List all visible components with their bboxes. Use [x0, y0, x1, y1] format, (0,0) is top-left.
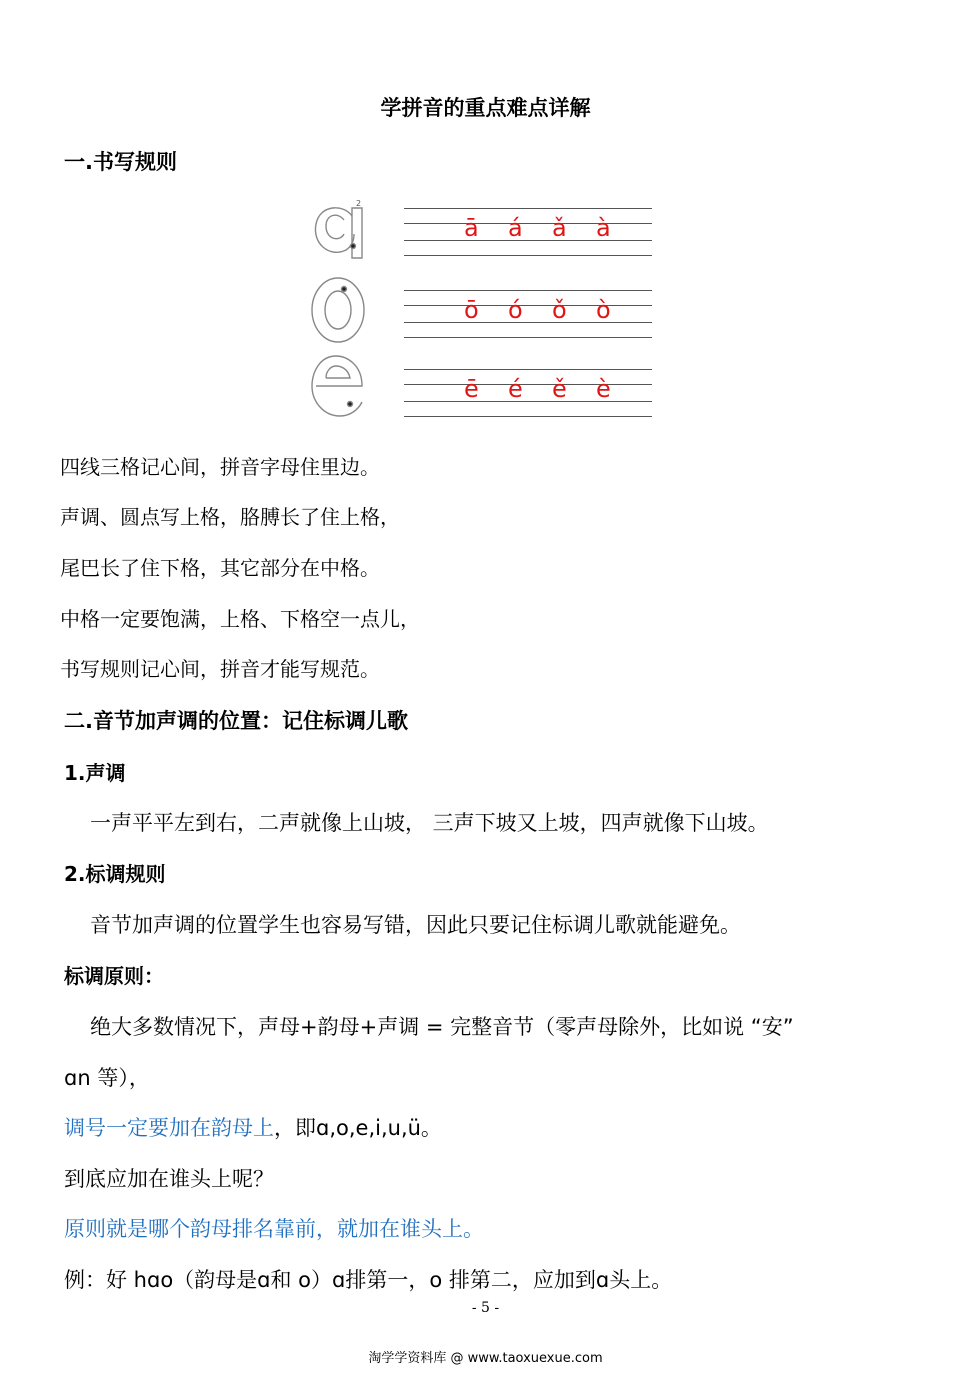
rule-vowels: ，即ɑ,o,e,i,u,ü。 — [274, 1116, 442, 1140]
rule-line-3 — [64, 1112, 442, 1142]
poem-line-1: 四线三格记心间，拼音字母住里边。 — [60, 455, 380, 479]
rule-line-1: 绝大多数情况下，声母+韵母+声调 = 完整音节（零声母除外，比如说 “安” — [90, 1015, 794, 1039]
section2-heading: 二.音节加声调的位置：记住标调儿歌 — [64, 709, 408, 733]
tone-o-4: ò — [596, 296, 611, 324]
tone-e-1: ē — [464, 375, 479, 403]
rule-heading: 标调原则： — [64, 964, 164, 988]
letter-e-outline-icon — [312, 356, 362, 416]
poem-line-2: 声调、圆点写上格，胳膊长了住上格， — [60, 505, 400, 529]
tone-o-2: ó — [508, 296, 523, 324]
rule-line-2: ɑn 等）， — [64, 1066, 150, 1090]
tone-grid-a — [404, 208, 652, 256]
page-number: - 5 - — [471, 1300, 500, 1316]
example-line: 例：好 hɑo（韵母是ɑ和 o）ɑ排第一，o 排第二，应加到ɑ头上。 — [64, 1268, 673, 1292]
tone-a-1: ā — [464, 214, 479, 242]
tone-grid-e — [404, 369, 652, 417]
section1-heading: 一.书写规则 — [64, 150, 177, 174]
letter-writing-diagram — [306, 196, 376, 422]
poem-line-3: 尾巴长了住下格，其它部分在中格。 — [60, 556, 380, 580]
page-title: 学拼音的重点难点详解 — [380, 96, 591, 120]
principle-line: 原则就是哪个韵母排名靠前，就加在谁头上。 — [64, 1217, 484, 1241]
subheading-tones: 1.声调 — [64, 761, 126, 785]
poem-line-4: 中格一定要饱满，上格、下格空一点儿， — [60, 607, 420, 631]
subheading-tone-rules: 2.标调规则 — [64, 862, 166, 886]
letter-a-outline-icon — [315, 199, 362, 258]
tone-o-1: ō — [464, 296, 479, 324]
tone-a-4: à — [596, 214, 611, 242]
footer-watermark: 淘学学资料库 @ www.taoxuexue.com — [368, 1351, 603, 1366]
poem-line-5: 书写规则记心间，拼音才能写规范。 — [60, 657, 380, 681]
tones-description: 一声平平左到右，二声就像上山坡， 三声下坡又上坡，四声就像下山坡。 — [90, 811, 769, 835]
tone-a-3: ǎ — [552, 214, 567, 242]
tone-o-3: ǒ — [552, 296, 567, 324]
tone-e-4: è — [596, 375, 611, 403]
tone-e-2: é — [508, 375, 523, 403]
tone-rules-description: 音节加声调的位置学生也容易写错，因此只要记住标调儿歌就能避免。 — [90, 913, 741, 937]
svg-text:2: 2 — [356, 199, 362, 208]
tone-a-2: á — [508, 214, 523, 242]
tone-grid-o — [404, 290, 652, 338]
rule-highlight: 调号一定要加在韵母上 — [64, 1116, 274, 1140]
tone-e-3: ě — [552, 375, 567, 403]
letter-o-outline-icon — [312, 278, 364, 342]
question-line: 到底应加在谁头上呢？ — [64, 1167, 274, 1191]
